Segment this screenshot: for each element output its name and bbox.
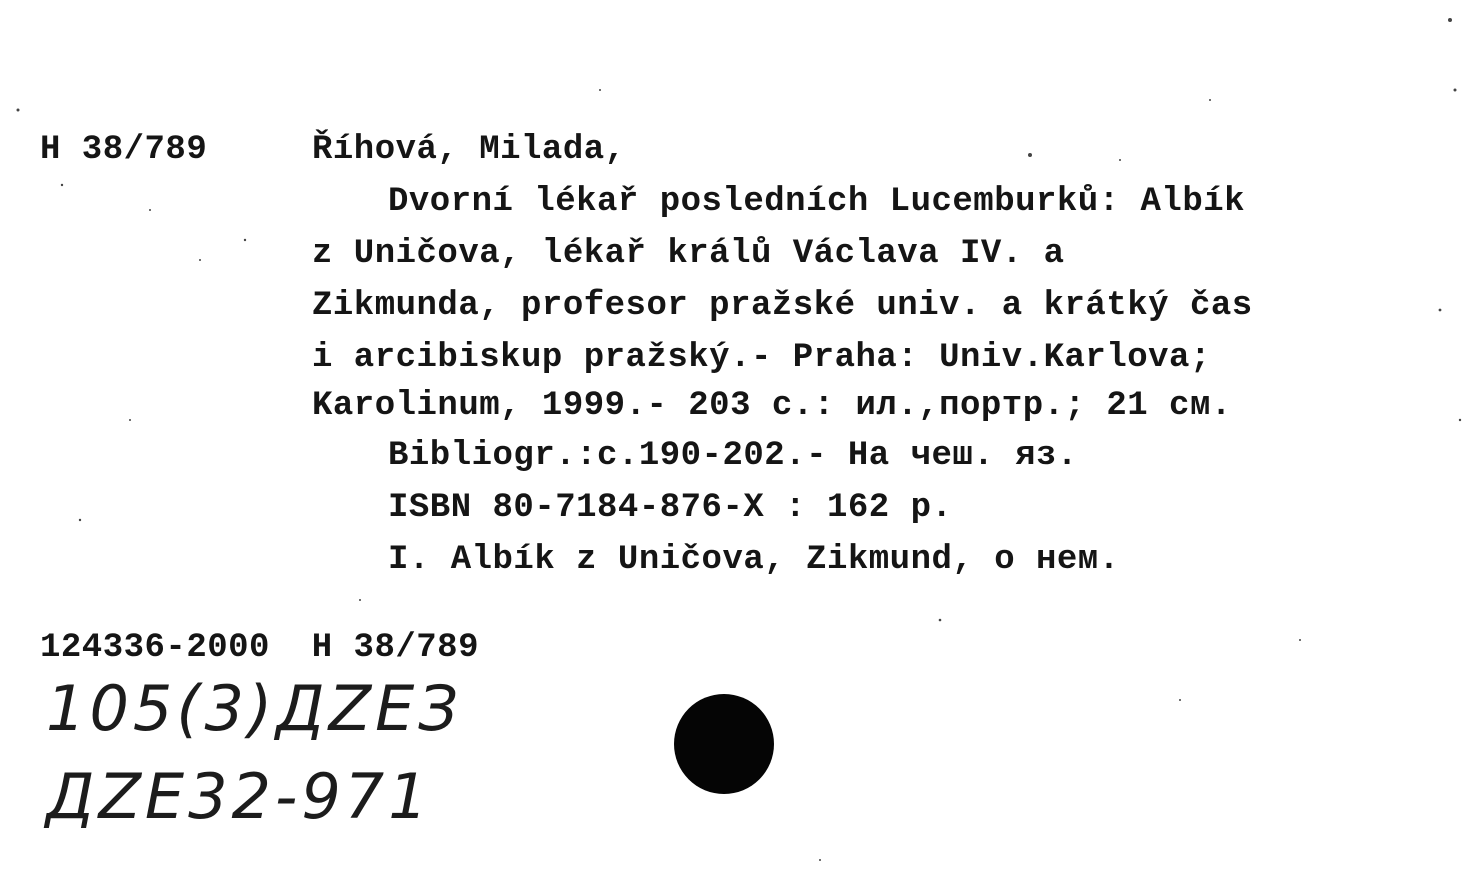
bibliography-note: Bibliogr.:c.190-202.- На чеш. яз.	[388, 437, 1078, 475]
accession-number: 124336-2000 H 38/789	[40, 629, 479, 667]
handwritten-shelfmark-2: ДZЕ32-971	[46, 760, 432, 833]
title-line-4: i arcibiskup pražský.- Praha: Univ.Karlova;	[312, 339, 1211, 377]
title-line-1: Dvorní lékař posledních Lucemburků: Albík	[388, 183, 1246, 221]
imprint-line: Karolinum, 1999.- 203 с.: ил.,портр.; 21 см.	[312, 387, 1232, 425]
title-line-3: Zikmunda, profesor pražské univ. a krátký čas	[312, 287, 1253, 325]
subject-line: I. Albík z Uničova, Zikmund, о нем.	[388, 541, 1120, 579]
call-number: H 38/789	[40, 131, 208, 169]
author-heading: Říhová, Milada,	[312, 131, 626, 169]
handwritten-shelfmark-1: 105(3)ДZЕЗ	[46, 672, 462, 745]
isbn-line: ISBN 80-7184-876-X : 162 р.	[388, 489, 953, 527]
title-line-2: z Uničova, lékař králů Václava IV. a	[312, 235, 1065, 273]
